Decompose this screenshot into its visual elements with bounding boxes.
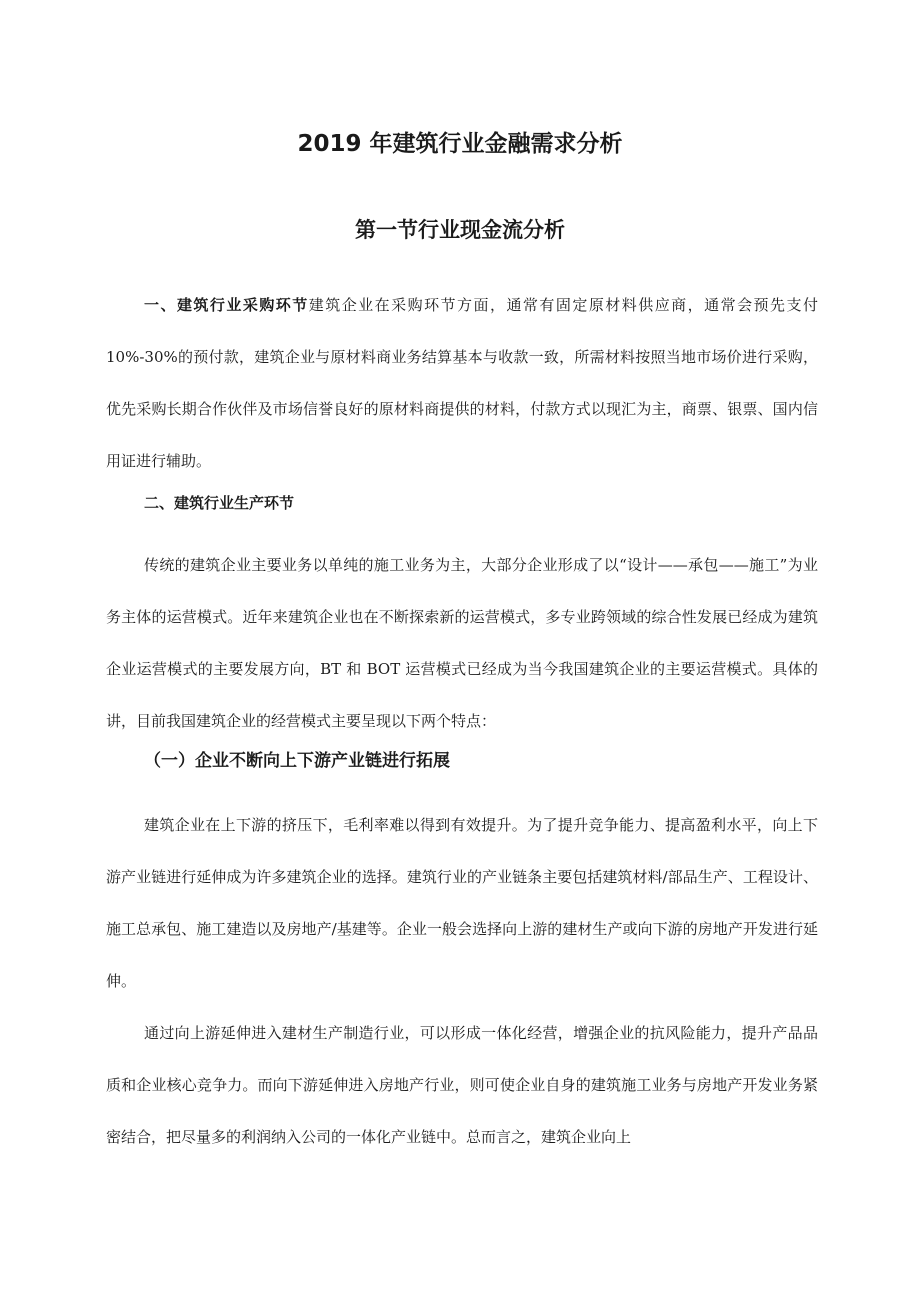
section-title: 第一节行业现金流分析 (355, 218, 565, 242)
subsection-heading: （一）企业不断向上下游产业链进行拓展 (144, 751, 450, 771)
production-paragraph: 传统的建筑企业主要业务以单纯的施工业务为主，大部分企业形成了以“设计——承包——施工”为业务主体的运营模式。近年来建筑企业也在不断探索新的运营模式，多专业跨领域的综合性发展已经成为建筑企业运营模式的主要发展方向，BT 和 BOT 运营模式已经成为当今我国建筑企业的主要运营模式。具体的讲，目前我国建筑企业的经营模式主要呈现以下两个特点： (106, 556, 818, 730)
subsection-paragraph-1: 建筑企业在上下游的挤压下，毛利率难以得到有效提升。为了提升竞争能力、提高盈利水平，向上下游产业链进行延伸成为许多建筑企业的选择。建筑行业的产业链条主要包括建筑材料/部品生产、工程设计、施工总承包、施工建造以及房地产/基建等。企业一般会选择向上游的建材生产或向下游的房地产开发进行延伸。 (106, 816, 818, 990)
production-heading: 二、建筑行业生产环节 (144, 494, 295, 512)
procurement-paragraph (106, 279, 818, 487)
procurement-heading: 一、建筑行业采购环节 (144, 296, 309, 314)
document-title: 2019 年建筑行业金融需求分析 (297, 131, 623, 157)
procurement-text: 建筑企业在采购环节方面，通常有固定原材料供应商，通常会预先支付 10%-30%的预付款，建筑企业与原材料商业务结算基本与收款一致，所需材料按照当地市场价进行采购，优先采购长期合作伙伴及市场信誉良好的原材料商提供的材料，付款方式以现汇为主，商票、银票、国内信用证进行辅助。 (106, 296, 818, 470)
subsection-paragraph-2: 通过向上游延伸进入建材生产制造行业，可以形成一体化经营，增强企业的抗风险能力，提升产品品质和企业核心竞争力。而向下游延伸进入房地产行业，则可使企业自身的建筑施工业务与房地产开发业务紧密结合，把尽量多的利润纳入公司的一体化产业链中。总而言之，建筑企业向上 (106, 1024, 818, 1146)
